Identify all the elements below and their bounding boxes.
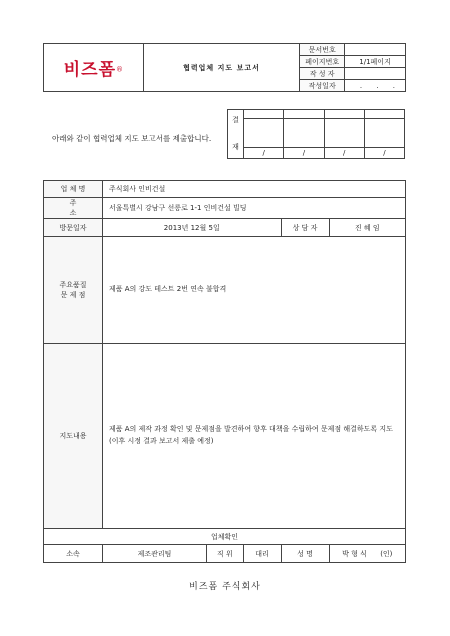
approval-heading-bottom: 재 (232, 142, 239, 151)
document-title: 협력업체 지도 보고서 (143, 44, 300, 92)
visit-date-label: 방문일자 (44, 219, 103, 237)
approval-title-4[interactable] (364, 110, 404, 119)
name-cell[interactable] (329, 545, 405, 563)
department-value[interactable]: 제조관리팀 (103, 545, 207, 563)
intro-text: 아래와 같이 협력업체 지도 보고서를 제출합니다. (52, 134, 212, 143)
department-label: 소속 (44, 545, 103, 563)
quality-issue-label (44, 237, 103, 344)
quality-issue-label-line1: 주요품질 (59, 280, 87, 289)
approval-date-2[interactable]: / (284, 148, 324, 159)
date-value[interactable]: . . . (345, 80, 406, 92)
logo-registered-mark: ® (116, 65, 123, 74)
name-label: 성 명 (281, 545, 329, 563)
company-name-value[interactable]: 주식회사 인비건설 (103, 181, 406, 198)
approval-sign-3[interactable] (324, 119, 364, 148)
approval-title-2[interactable] (284, 110, 324, 119)
company-name-label: 업 체 명 (44, 181, 103, 198)
author-label: 작 성 자 (300, 68, 345, 80)
visit-date-value[interactable]: 2013년 12월 5일 (103, 219, 282, 237)
author-value[interactable] (345, 68, 406, 80)
vendor-confirm-heading: 업체확인 (44, 529, 406, 545)
page-number-label: 페이지번호 (300, 56, 345, 68)
approval-heading-top: 결 (232, 116, 239, 125)
name-value: 박 형 식 (342, 549, 367, 558)
date-label: 작성일자 (300, 80, 345, 92)
doc-number-label: 문서번호 (300, 44, 345, 56)
seal-mark: (인) (380, 549, 393, 558)
position-group (207, 545, 282, 563)
quality-issue-label-line2: 문 제 점 (60, 291, 86, 299)
footer-company: 비즈폼 주식회사 (189, 582, 261, 592)
approval-heading (228, 110, 244, 159)
address-value[interactable]: 서울특별시 강남구 선릉로 1-1 인비건설 빌딩 (103, 198, 406, 219)
report-form (43, 180, 406, 563)
approval-date-1[interactable]: / (244, 148, 284, 159)
company-logo (44, 44, 144, 92)
counselor-value[interactable]: 진 혜 임 (329, 219, 405, 237)
position-label: 직 위 (207, 545, 243, 562)
approval-sign-1[interactable] (244, 119, 284, 148)
approval-date-3[interactable]: / (324, 148, 364, 159)
counselor-label: 상 담 자 (281, 219, 329, 237)
position-value[interactable]: 대리 (255, 549, 269, 558)
page-number-value[interactable]: 1/1페이지 (345, 56, 406, 68)
approval-sign-4[interactable] (364, 119, 404, 148)
approval-sign-2[interactable] (284, 119, 324, 148)
doc-number-value[interactable] (345, 44, 406, 56)
approval-box (227, 109, 405, 159)
approval-title-3[interactable] (324, 110, 364, 119)
address-label: 주 소 (44, 198, 103, 219)
document-header (43, 43, 406, 92)
quality-issue-value[interactable]: 제품 A의 강도 테스트 2번 연속 불합격 (103, 237, 406, 344)
logo-text: 비즈폼 (63, 60, 116, 80)
guidance-value[interactable]: 제품 A의 제작 과정 확인 및 문제점을 발견하여 향후 대책을 수립하여 문제점 해결하도록 지도(이후 시정 결과 보고서 제출 예정) (103, 344, 406, 529)
approval-title-1[interactable] (244, 110, 284, 119)
approval-date-4[interactable]: / (364, 148, 404, 159)
guidance-label: 지도내용 (44, 344, 103, 529)
